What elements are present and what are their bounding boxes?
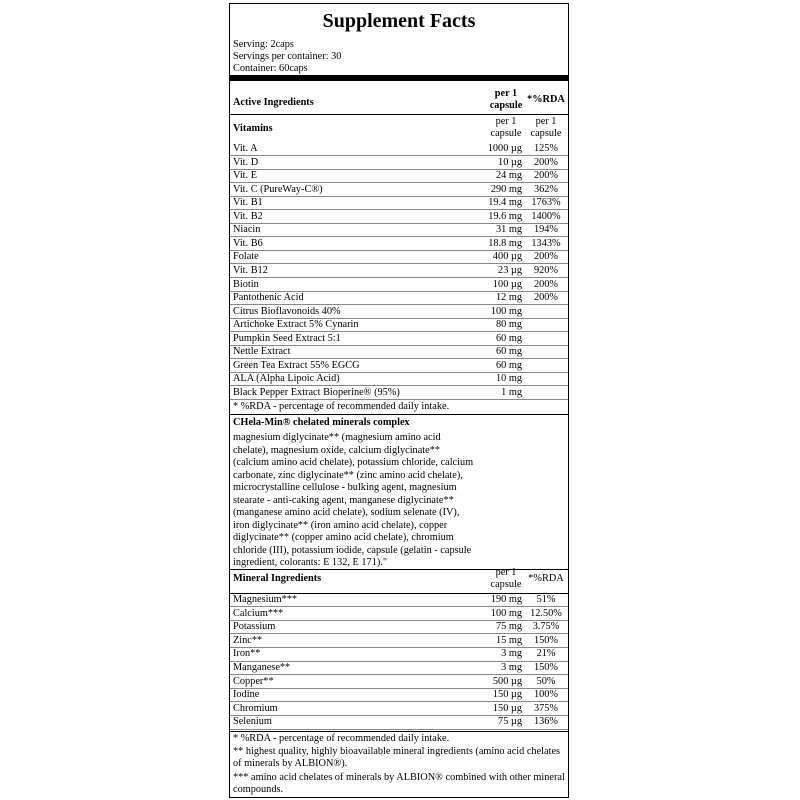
vitamin-name: Vit. D xyxy=(233,156,259,168)
vitamin-amount: 19.4 mg xyxy=(488,197,522,209)
chelated-complex-title: CHela-Min® chelated minerals complex xyxy=(233,417,410,428)
vitamin-amount: 60 mg xyxy=(495,346,522,358)
vitamin-amount: 100 µg xyxy=(492,278,522,290)
mineral-amount: 3 mg xyxy=(501,662,522,673)
vitamin-row xyxy=(230,264,568,277)
vitamin-row xyxy=(230,156,568,169)
chelated-text-line: stearate - anti-caking agent, manganese diglycinate** xyxy=(233,494,454,506)
vitamin-amount: 60 mg xyxy=(495,359,522,371)
vitamin-row xyxy=(230,237,568,250)
mineral-row xyxy=(230,675,568,688)
vitamin-rda: 1763% xyxy=(531,197,561,209)
vitamin-name: Niacin xyxy=(233,224,261,236)
vitamin-name: Vit. A xyxy=(233,143,258,154)
chelated-text-line: chelate), magnesium oxide, calcium diglycinate** xyxy=(233,444,441,456)
mineral-name: Selenium xyxy=(233,716,272,728)
vitamin-name: Vit. E xyxy=(233,170,257,182)
mineral-name: Chromium xyxy=(233,702,278,714)
footnote: ** highest quality, highly bioavailable mineral ingredients (amino acid chelates of minerals by ALBION®). xyxy=(233,746,561,770)
vitamin-name: ALA (Alpha Lipoic Acid) xyxy=(233,373,340,385)
vitamin-rda: 194% xyxy=(533,224,559,236)
mineral-row xyxy=(230,620,568,633)
vitamin-rda: 200% xyxy=(533,156,559,168)
vitamin-row xyxy=(230,332,568,345)
mineral-amount-col-header: per 1 capsule xyxy=(490,567,522,590)
mineral-amount: 150 µg xyxy=(492,689,522,701)
vitamin-name: Citrus Bioflavonoids 40% xyxy=(233,305,341,317)
mineral-row xyxy=(230,702,568,715)
vitamin-amount: 12 mg xyxy=(495,292,522,304)
vitamin-name: Vit. B1 xyxy=(233,197,263,209)
mineral-amount: 100 mg xyxy=(490,607,522,619)
vitamin-rda: 920% xyxy=(533,264,559,276)
vitamin-amount: 23 µg xyxy=(498,264,522,276)
mineral-row xyxy=(230,634,568,647)
vitamin-row xyxy=(230,210,568,223)
vitamin-amount: 24 mg xyxy=(495,170,522,182)
vitamin-row xyxy=(230,169,568,182)
active-amount-col-header: per 1 capsule xyxy=(489,88,523,111)
vitamin-amount: 100 mg xyxy=(490,305,522,317)
mineral-rda: 50% xyxy=(536,675,556,687)
mineral-row xyxy=(230,688,568,701)
mineral-row xyxy=(230,593,568,606)
vitamin-row xyxy=(230,196,568,209)
mineral-amount: 75 µg xyxy=(498,716,522,728)
panel-title: Supplement Facts xyxy=(322,10,476,32)
vitamin-amount: 60 mg xyxy=(495,332,522,344)
vitamins-amount-col-header: per 1 capsule xyxy=(490,116,522,139)
mineral-rda: 51% xyxy=(536,594,556,605)
mineral-amount: 75 mg xyxy=(495,621,522,633)
vitamin-rda: 200% xyxy=(533,170,559,182)
chelated-text-line: iron diglycinate** (iron amino acid chelate), copper xyxy=(233,519,448,531)
vitamin-row xyxy=(230,223,568,236)
vitamin-row xyxy=(230,291,568,304)
chelated-text-line: microcrystalline cellulose - bulking agent, magnesium xyxy=(233,482,457,493)
vitamin-name: Vit. B12 xyxy=(233,264,268,276)
mineral-row xyxy=(230,715,568,728)
mineral-rda-col-header: *%RDA xyxy=(528,573,564,584)
vitamin-name: Vit. B6 xyxy=(233,237,263,249)
vitamin-name: Artichoke Extract 5% Cynarin xyxy=(233,319,359,331)
vitamin-rda: 200% xyxy=(533,251,559,263)
chelated-text-line: chloride (III), potassium iodide, capsule (gelatin - capsule xyxy=(233,544,472,556)
row-divider xyxy=(230,729,568,730)
vitamin-name: Pantothenic Acid xyxy=(233,292,304,304)
vitamin-amount: 400 µg xyxy=(492,251,522,263)
mineral-rda: 150% xyxy=(533,662,559,673)
mineral-row xyxy=(230,607,568,620)
mineral-name: Calcium*** xyxy=(233,607,284,619)
vitamin-rda: 200% xyxy=(533,292,559,304)
vitamin-amount: 80 mg xyxy=(495,319,522,331)
vitamin-row xyxy=(230,142,568,155)
divider xyxy=(230,114,568,115)
active-ingredients-heading: Active Ingredients xyxy=(233,97,314,108)
vitamin-name: Green Tea Extract 55% EGCG xyxy=(233,359,360,371)
mineral-rda: 21% xyxy=(536,648,556,660)
vitamin-rda: 362% xyxy=(533,183,559,195)
mineral-rda: 12.50% xyxy=(530,607,562,619)
chelated-text-line: magnesium diglycinate** (magnesium amino acid xyxy=(233,432,441,443)
mineral-name: Magnesium*** xyxy=(233,594,298,605)
vitamin-name: Biotin xyxy=(233,278,259,290)
vitamin-row xyxy=(230,278,568,291)
mineral-name: Iodine xyxy=(233,689,260,701)
footnote: * %RDA - percentage of recommended daily intake. xyxy=(233,733,450,744)
vitamin-amount: 19.6 mg xyxy=(488,210,522,222)
chelated-text-line: diglycinate** (copper amino acid chelate), chromium xyxy=(233,532,454,543)
active-rda-col-header: *%RDA xyxy=(527,94,565,105)
vitamin-row xyxy=(230,359,568,372)
row-divider xyxy=(230,399,568,400)
mineral-rda: 375% xyxy=(533,702,559,714)
vitamin-rda: 1400% xyxy=(531,210,561,222)
mineral-rda: 136% xyxy=(533,716,559,728)
chelated-text-line: carbonate, zinc diglycinate** (zinc amino acid chelate), xyxy=(233,469,463,481)
vitamin-row xyxy=(230,250,568,263)
supplement-facts-panel xyxy=(229,3,569,798)
vitamin-rda: 1343% xyxy=(531,237,561,249)
vitamin-name: Pumpkin Seed Extract 5:1 xyxy=(233,332,341,344)
servings-per-container: Servings per container: 30 xyxy=(233,51,342,62)
chelated-text-line: (calcium amino acid chelate), potassium chloride, calcium xyxy=(233,457,474,468)
rda-footnote: * %RDA - percentage of recommended daily intake. xyxy=(233,401,450,412)
vitamins-rda-col-header: per 1 capsule xyxy=(530,116,562,139)
vitamin-row xyxy=(230,305,568,318)
vitamin-amount: 290 mg xyxy=(490,183,522,195)
vitamin-row xyxy=(230,318,568,331)
mineral-row xyxy=(230,661,568,674)
mineral-amount: 15 mg xyxy=(495,634,522,646)
vitamin-name: Black Pepper Extract Bioperine® (95%) xyxy=(233,386,400,398)
vitamin-name: Vit. C (PureWay-C®) xyxy=(233,183,323,195)
mineral-amount: 190 mg xyxy=(490,594,522,605)
serving-size: Serving: 2caps xyxy=(233,39,294,50)
mineral-rda: 100% xyxy=(533,689,559,701)
vitamin-rda: 200% xyxy=(533,278,559,290)
mineral-amount: 3 mg xyxy=(501,648,522,660)
vitamin-name: Nettle Extract xyxy=(233,346,291,358)
divider xyxy=(230,414,568,415)
vitamin-row xyxy=(230,183,568,196)
vitamin-row xyxy=(230,372,568,385)
thick-divider xyxy=(230,75,568,81)
vitamin-name: Folate xyxy=(233,251,259,263)
vitamin-amount: 18.8 mg xyxy=(488,237,522,249)
mineral-row xyxy=(230,647,568,660)
vitamins-heading: Vitamins xyxy=(233,123,273,134)
footnote: *** amino acid chelates of minerals by ALBION® combined with other mineral compounds. xyxy=(233,772,565,796)
chelated-text-line: ingredient, colorants: E 132, E 171)." xyxy=(233,557,388,568)
vitamin-amount: 10 mg xyxy=(495,373,522,385)
vitamin-rda: 125% xyxy=(533,143,559,154)
vitamin-row xyxy=(230,345,568,358)
mineral-name: Iron** xyxy=(233,648,261,660)
vitamin-name: Vit. B2 xyxy=(233,210,263,222)
mineral-amount: 500 µg xyxy=(492,675,522,687)
mineral-name: Potassium xyxy=(233,621,276,633)
mineral-name: Copper** xyxy=(233,675,274,687)
vitamin-row xyxy=(230,386,568,399)
vitamin-amount: 10 µg xyxy=(498,156,522,168)
divider xyxy=(230,731,568,732)
mineral-ingredients-heading: Mineral Ingredients xyxy=(233,573,322,584)
container-size: Container: 60caps xyxy=(233,63,308,74)
mineral-amount: 150 µg xyxy=(492,702,522,714)
vitamin-amount: 1000 µg xyxy=(487,143,522,154)
vitamin-amount: 1 mg xyxy=(501,386,522,398)
mineral-rda: 3.75% xyxy=(532,621,560,633)
mineral-name: Zinc** xyxy=(233,634,263,646)
vitamin-amount: 31 mg xyxy=(495,224,522,236)
mineral-rda: 150% xyxy=(533,634,559,646)
mineral-name: Manganese** xyxy=(233,662,291,673)
chelated-text-line: (manganese amino acid chelate), sodium selenate (IV), xyxy=(233,507,460,518)
